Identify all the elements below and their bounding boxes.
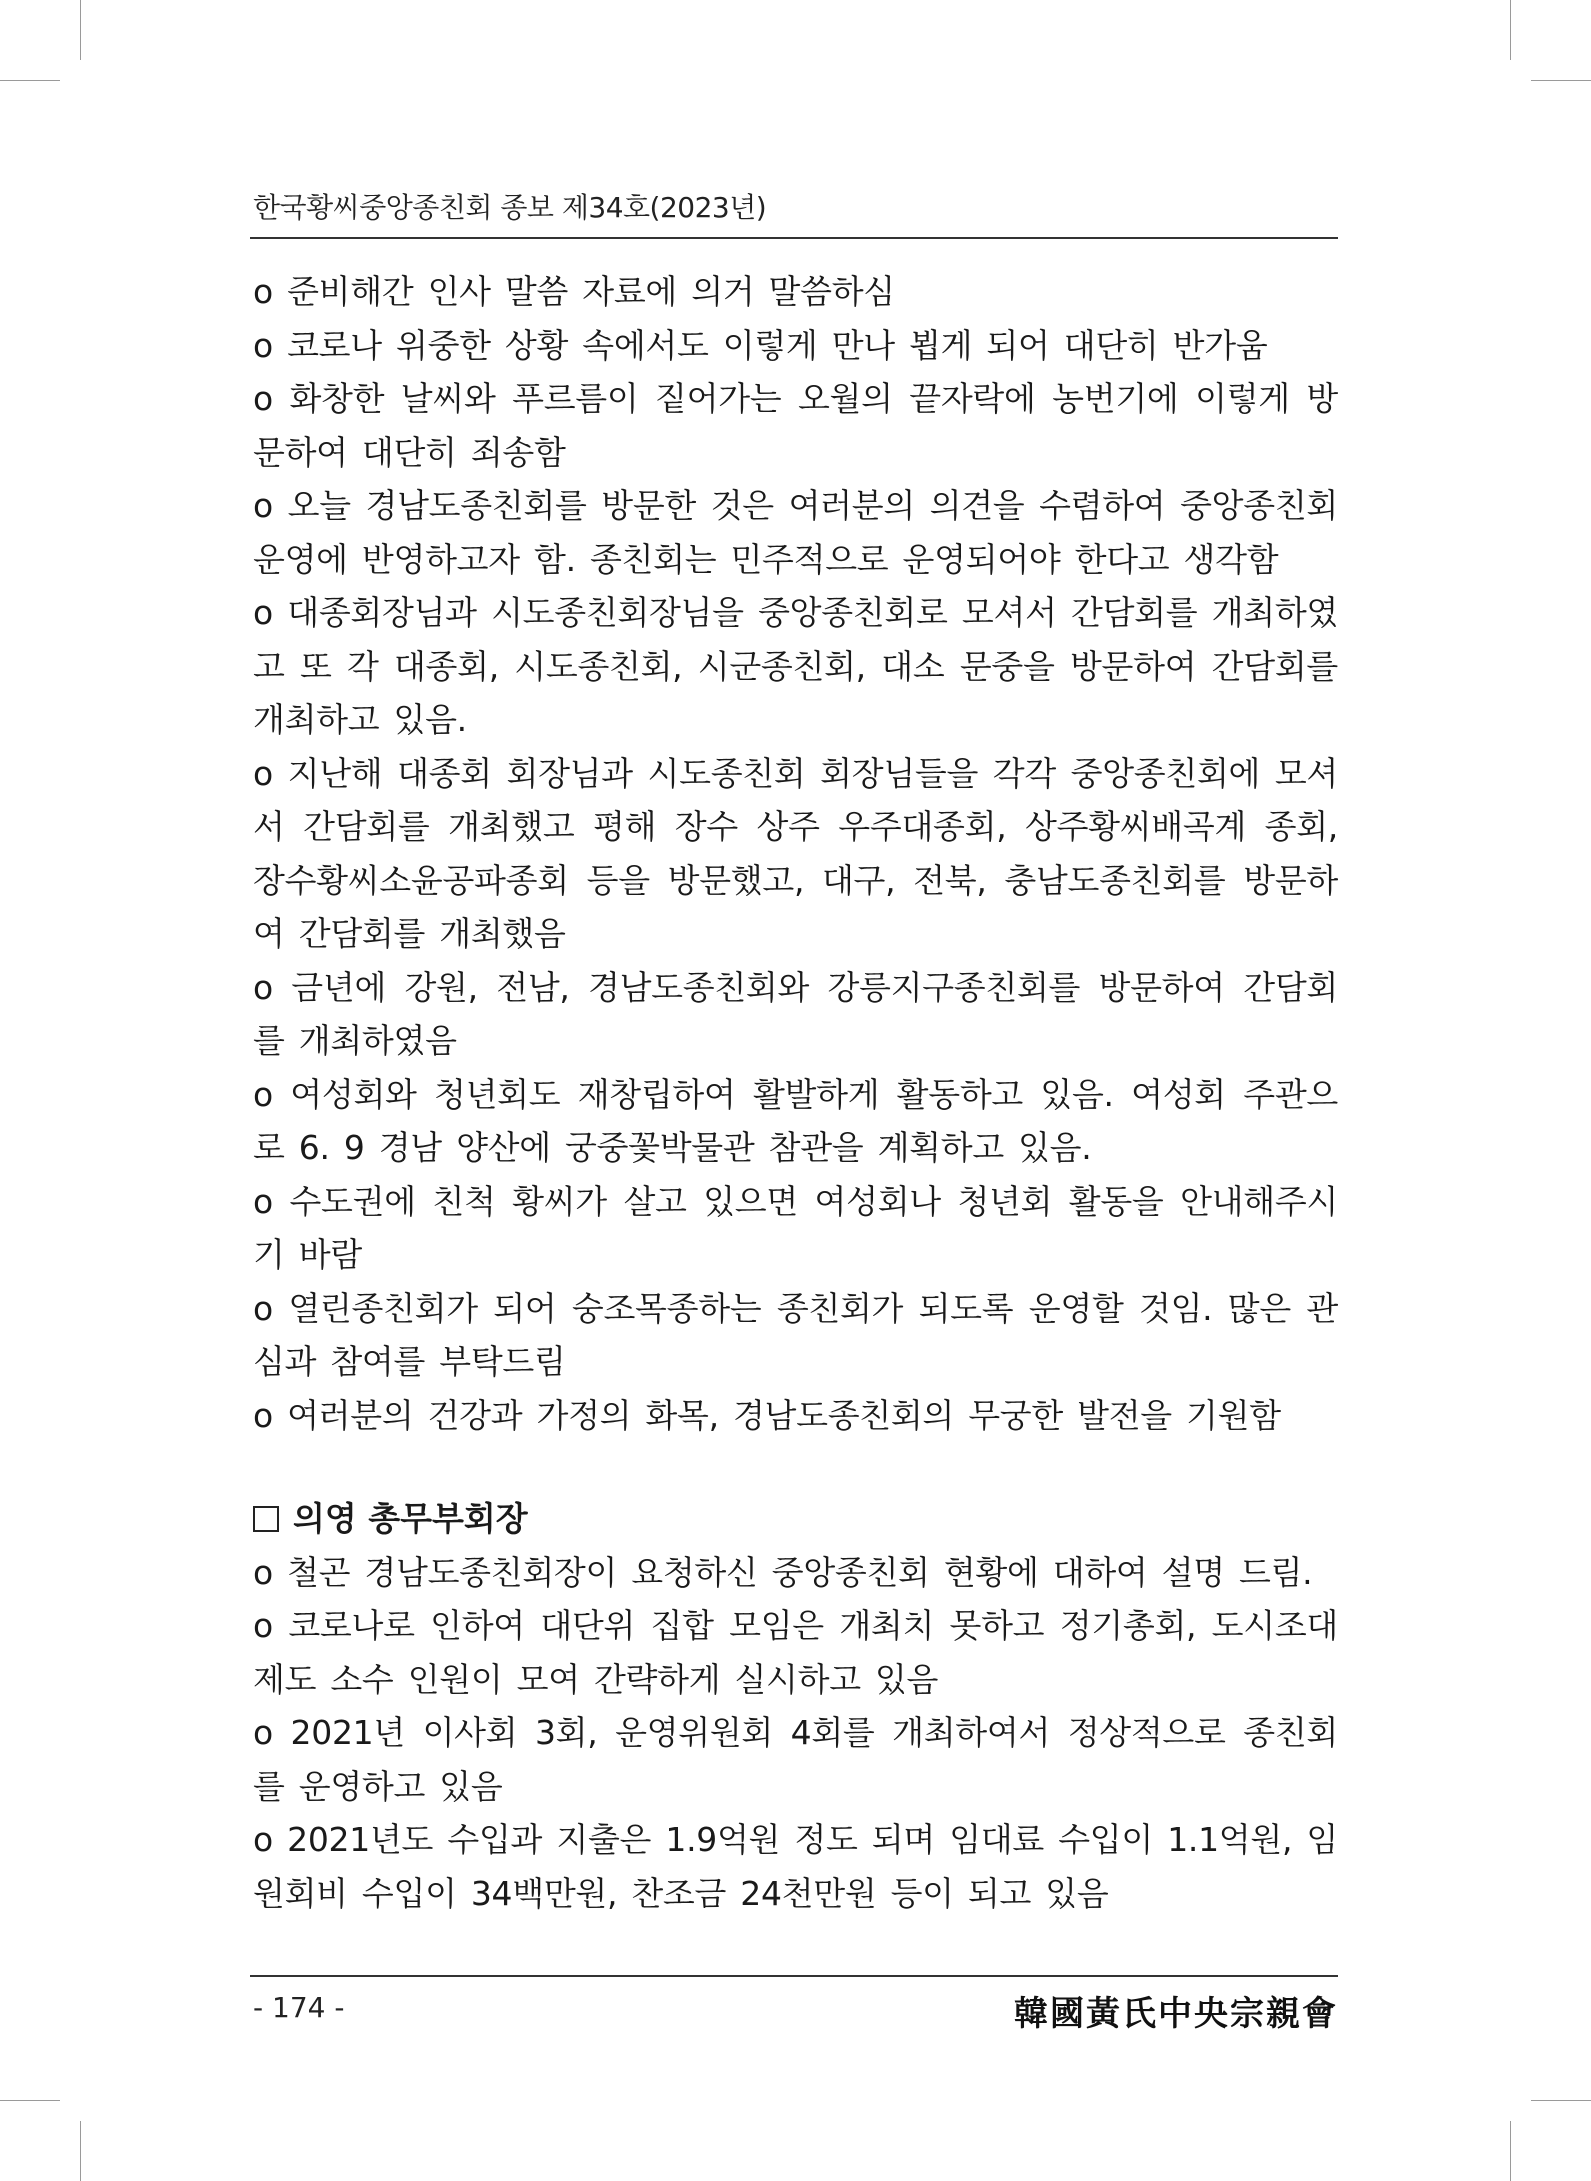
paragraph: o 2021년 이사회 3회, 운영위원회 4회를 개최하여서 정상적으로 종친회를 운영하고 있음 (253, 1713, 1338, 1806)
paragraph: o 2021년도 수입과 지출은 1.9억원 정도 되며 임대료 수입이 1.1억원, 임원회비 수입이 34백만원, 찬조금 24천만원 등이 되고 있음 (253, 1820, 1338, 1913)
crop-mark-bottom-right-h (1531, 2100, 1591, 2101)
paragraph: o 오늘 경남도종친회를 방문한 것은 여러분의 의견을 수렴하여 중앙종친회 운영에 반영하고자 함. 종친회는 민주적으로 운영되어야 한다고 생각함 (253, 486, 1338, 579)
page-body (253, 265, 1338, 1920)
footer-rule (250, 1975, 1338, 1977)
crop-mark-top-left (80, 0, 81, 60)
crop-mark-bottom-left-h (0, 2100, 60, 2101)
paragraph: o 여러분의 건강과 가정의 화목, 경남도종친회의 무궁한 발전을 기원함 (253, 1395, 1281, 1435)
paragraph: o 금년에 강원, 전남, 경남도종친회와 강릉지구종친회를 방문하여 간담회를 개최하였음 (253, 967, 1338, 1060)
square-bullet-icon (253, 1506, 279, 1532)
paragraph: o 코로나 위중한 상황 속에서도 이렇게 만나 뵙게 되어 대단히 반가움 (253, 325, 1268, 365)
section-heading-text: 의영 총무부회장 (293, 1499, 528, 1538)
paragraph: o 철곤 경남도종친회장이 요청하신 중앙종친회 현황에 대하여 설명 드림. (253, 1552, 1313, 1592)
paragraph: o 대종회장님과 시도종친회장님을 중앙종친회로 모셔서 간담회를 개최하였고 또 각 대종회, 시도종친회, 시군종친회, 대소 문중을 방문하여 간담회를 개최하고 있음. (253, 593, 1338, 739)
header-rule (250, 237, 1338, 239)
crop-mark-bottom-right (1510, 2121, 1511, 2181)
paragraph: o 수도권에 친척 황씨가 살고 있으면 여성회나 청년회 활동을 안내해주시기 바람 (253, 1181, 1338, 1274)
publisher-name: 韓國黃氏中央宗親會 (1014, 1994, 1338, 2034)
section-spacer (253, 1442, 1338, 1492)
paragraph: o 지난해 대종회 회장님과 시도종친회 회장님들을 각각 중앙종친회에 모셔서 간담회를 개최했고 평해 장수 상주 우주대종회, 상주황씨배곡계 종회, 장수황씨소윤공파종회 등을 방문했고, 대구, 전북, 충남도종친회를 방문하여 간담회를 개최했음 (253, 753, 1338, 953)
paragraph: o 열린종친회가 되어 숭조목종하는 종친회가 되도록 운영할 것임. 많은 관심과 참여를 부탁드림 (253, 1288, 1338, 1381)
running-header: 한국황씨중앙종친회 종보 제34호(2023년) (253, 191, 767, 224)
crop-mark-top-left-h (0, 80, 60, 81)
paragraph: o 화창한 날씨와 푸르름이 짙어가는 오월의 끝자락에 농번기에 이렇게 방문하여 대단히 죄송함 (253, 379, 1338, 472)
paragraph: o 준비해간 인사 말씀 자료에 의거 말씀하심 (253, 272, 895, 311)
paragraph: o 코로나로 인하여 대단위 집합 모임은 개최치 못하고 정기총회, 도시조대제도 소수 인원이 모여 간략하게 실시하고 있음 (253, 1606, 1338, 1699)
crop-mark-top-right (1510, 0, 1511, 60)
crop-mark-top-right-h (1531, 80, 1591, 81)
section-heading (253, 1492, 1338, 1546)
paragraph: o 여성회와 청년회도 재창립하여 활발하게 활동하고 있음. 여성회 주관으로 6. 9 경남 양산에 궁중꽃박물관 참관을 계획하고 있음. (253, 1074, 1338, 1167)
page-number: - 174 - (253, 1991, 345, 2024)
crop-mark-bottom-left (80, 2121, 81, 2181)
